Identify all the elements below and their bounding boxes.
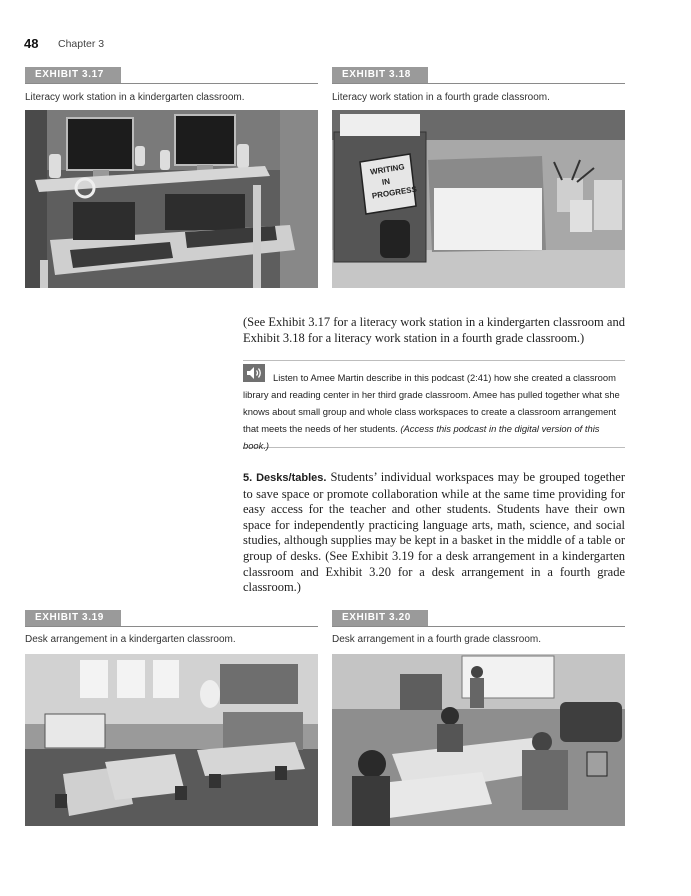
section-heading: 5. Desks/tables. (243, 472, 327, 484)
exhibit-caption: Literacy work station in a kindergarten classroom. (25, 92, 245, 103)
chapter-label: Chapter 3 (58, 38, 105, 50)
podcast-description (243, 369, 625, 454)
podcast-access-note: (Access this podcast in the digital version of this book.) (243, 423, 600, 451)
exhibit-caption: Literacy work station in a fourth grade classroom. (332, 92, 550, 103)
podcast-box (243, 360, 625, 451)
podcast-text: Listen to Amee Martin describe in this podcast (2:41) how she created a classroom library and reading center in her third grade classroom. Amee has pulled together what she knows about small group and whole class workspaces to create a classroom arrangement that meets the needs of her students. (243, 372, 620, 434)
page-number: 48 (24, 36, 39, 51)
photo-fourth-grade-desks (332, 654, 625, 826)
exhibit-rule (25, 83, 318, 84)
section-body: Students’ individual workspaces may be grouped together to save space or promote collaboration while at the same time providing for easy access for the teacher and other students. Students have their own space for independently practicing language arts, math, science, and social studies, although supplies may be kept in a basket in the middle of a table or group of desks. (See Exhibit 3.19 for a desk arrangement in a kindergarten classroom and Exhibit 3.20 for a desk arrangement in a fourth grade classroom.) (243, 470, 625, 595)
desks-tables-section (243, 470, 625, 596)
exhibit-caption: Desk arrangement in a kindergarten classroom. (25, 634, 236, 645)
exhibit-label: EXHIBIT 3.18 (332, 67, 428, 83)
photo-fourth-grade-work-station (332, 110, 625, 288)
exhibit-label: EXHIBIT 3.20 (332, 610, 428, 626)
exhibit-rule (332, 626, 625, 627)
photo-kindergarten-work-station (25, 110, 318, 288)
exhibit-rule (25, 626, 318, 627)
exhibit-reference-paragraph: (See Exhibit 3.17 for a literacy work station in a kindergarten classroom and Exhibit 3.18 for a literacy work station in a fourth grade classroom.) (243, 315, 625, 345)
exhibit-rule (332, 83, 625, 84)
sign-text-line: PROGRESS (371, 184, 418, 201)
exhibit-label: EXHIBIT 3.19 (25, 610, 121, 626)
exhibit-label: EXHIBIT 3.17 (25, 67, 121, 83)
photo-kindergarten-desks (25, 654, 318, 826)
sign-text-line: WRITING (369, 162, 406, 177)
exhibit-caption: Desk arrangement in a fourth grade classroom. (332, 634, 541, 645)
sign-text-line: IN (381, 176, 391, 187)
